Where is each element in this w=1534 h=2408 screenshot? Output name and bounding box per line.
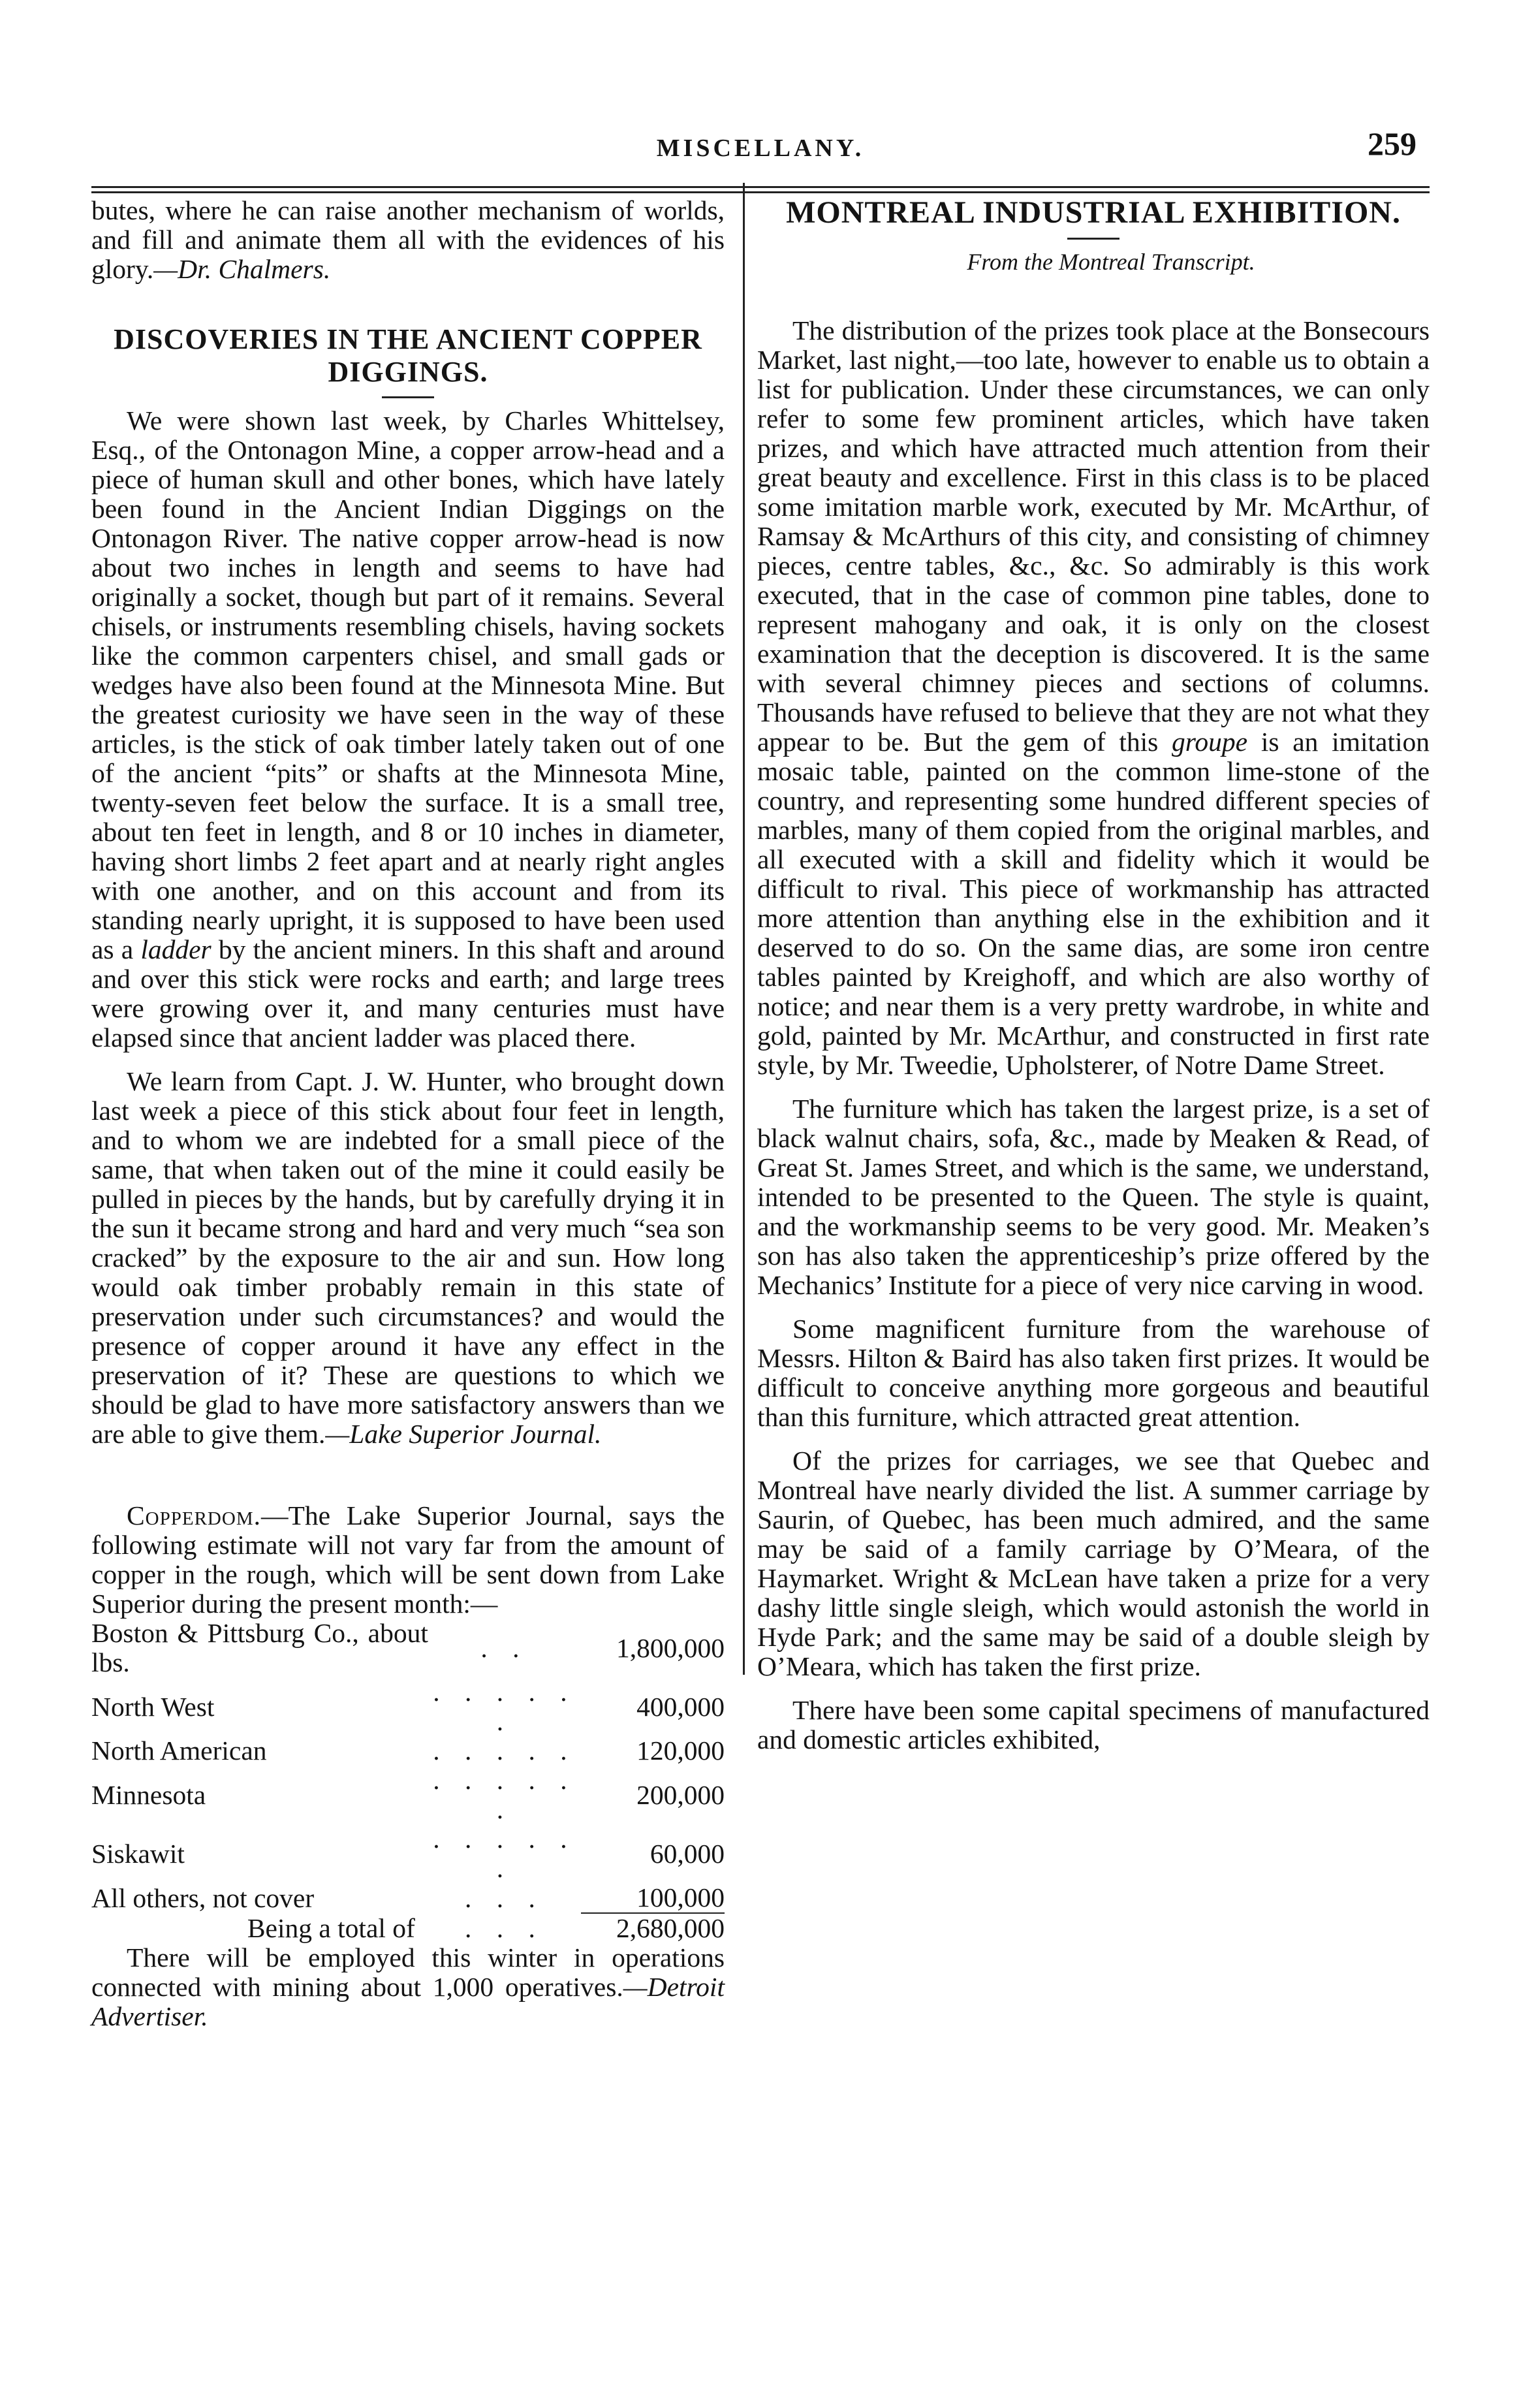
- article-attribution: —Detroit Advertiser.: [91, 1972, 725, 2031]
- article-title-montreal: MONTREAL INDUSTRIAL EXHIBITION.: [786, 195, 1401, 230]
- article-paragraph: Some magnificent furniture from the warehouse of Messrs. Hilton & Baird has also taken first prizes. It would be difficult to conceive anything more gorgeous and beautiful than this furniture, which attracted great attention.: [757, 1314, 1430, 1432]
- column-divider: [743, 183, 745, 1675]
- table-row: Siskawit . . . . . . 60,000: [91, 1824, 725, 1883]
- article-paragraph: We learn from Capt. J. W. Hunter, who brought down last week a piece of this stick about four feet in length, and to whom we are indebted for a small piece of the same, that when taken out of the mine it could easily be pulled in pieces by the hands, but by carefully drying it in the sun it became strong and hard and very much “sea son cracked” by the exposure to the air and sun. How long would oak timber probably remain in this state of preservation under such circumstances? and would the presence of copper around it have any effect in the preservation of it? These are questions to which we should be glad to have more satisfactory answers than we are able to give them.—Lake Superior Journal.: [91, 1066, 725, 1449]
- copper-estimate-table: [91, 1619, 725, 1943]
- article-title-discoveries: DISCOVERIES IN THE ANCIENT COPPER DIGGINGS.: [114, 323, 702, 388]
- article-source: From the Montreal Transcript.: [967, 249, 1255, 275]
- continuation-attribution: —Dr. Chalmers.: [153, 254, 331, 284]
- table-row: Minnesota . . . . . . 200,000: [91, 1765, 725, 1824]
- page-number: 259: [1368, 125, 1417, 162]
- table-row: North American . . . . . 120,000: [91, 1735, 725, 1766]
- article-paragraph: Of the prizes for carriages, we see that Quebec and Montreal have nearly divided the list. A summer carriage by Saurin, of Quebec, has been much admired, and the same may be said of a family carriage by O’Meara, of the Haymarket. Wright & McLean have taken a prize for a very dashy little single sleigh, which would astonish the world in Hyde Park; and the same may be said of a double sleigh by O’Meara, which has taken the first prize.: [757, 1446, 1430, 1681]
- total-row: Being a total of . . . 2,680,000: [247, 1912, 725, 1943]
- header-rule-bottom: [91, 191, 1430, 193]
- copperdom-paragraph: Copperdom.—The Lake Superior Journal, says the following estimate will not vary far from the amount of copper in the rough, which will be sent down from Lake Superior during the present month:—: [91, 1500, 725, 1619]
- title-rule: [1067, 238, 1119, 240]
- running-title: MISCELLANY.: [656, 135, 865, 162]
- title-rule: [382, 396, 434, 398]
- table-row: Boston & Pittsburg Co., about lbs. . . 1,800,000: [91, 1618, 725, 1677]
- copperdom-lead: Copperdom.: [127, 1500, 261, 1530]
- table-row: All others, not cover . . . 100,000: [91, 1882, 725, 1913]
- article-paragraph: We were shown last week, by Charles Whittelsey, Esq., of the Ontonagon Mine, a copper arrow-head and a piece of human skull and other bones, which have lately been found in the Ancient Indian Diggings on the Ontonagon River. The native copper arrow-head is now about two inches in length and seems to have had originally a socket, though but part of it remains. Several chisels, or instruments resembling chisels, having sockets like the common carpenters chisel, and small gads or wedges have also been found at the Minnesota Mine. But the greatest curiosity we have seen in the way of these articles, is the stick of oak timber lately taken out of one of the ancient “pits” or shafts at the Minnesota Mine, twenty-seven feet below the surface. It is a small tree, about ten feet in length, and 8 or 10 inches in diameter, having short limbs 2 feet apart and at nearly right angles with one another, and on this account and from its standing nearly upright, it is supposed to have been used as a ladder by the ancient miners. In this shaft and around and over this stick were rocks and earth; and large trees were growing over it, and many centuries must have elapsed since that ancient ladder was placed there.: [91, 405, 725, 1053]
- article-paragraph: The distribution of the prizes took place at the Bonsecours Market, last night,—too late, however to enable us to obtain a list for publication. Under these circumstances, we can only refer to some few prominent articles, which have taken prizes, and which have attracted much attention from their great beauty and excellence. First in this class is to be placed some imitation marble work, executed by Mr. McArthur, of Ramsay & McArthurs of this city, and consisting of chimney pieces, centre tables, &c., &c. So admirably is this work executed, that in the case of common pine tables, done to represent mahogany and oak, it is only on the closest examination that the deception is discovered. It is the same with several chimney pieces and sections of columns. Thousands have refused to believe that they are not what they appear to be. But the gem of this groupe is an imitation mosaic table, painted on the common lime-stone of the country, and representing some hundred different species of marbles, many of them copied from the original marbles, and all executed with a skill and fidelity which it would be difficult to rival. This piece of workmanship has attracted more attention than anything else in the exhibition and it deserved to do so. On the same dias, are some iron centre tables painted by Kreighoff, and which are also worthy of notice; and near them is a very pretty wardrobe, in white and gold, painted by Mr. McArthur, and constructed in first rate style, by Mr. Tweedie, Upholsterer, of Notre Dame Street.: [757, 315, 1430, 1080]
- table-row: North West . . . . . . 400,000: [91, 1677, 725, 1736]
- page-header: [91, 125, 1430, 173]
- right-column: [757, 196, 1430, 1754]
- continuation-paragraph: butes, where he can raise another mechanism of worlds, and fill and animate them all with the evidences of his glory.—Dr. Chalmers.: [91, 195, 725, 284]
- header-rule-top: [91, 186, 1430, 188]
- article-paragraph: There have been some capital specimens of manufactured and domestic articles exhibited,: [757, 1695, 1430, 1754]
- article-paragraph: There will be employed this winter in operations connected with mining about 1,000 operatives.—Detroit Advertiser.: [91, 1942, 725, 2031]
- article-attribution: —Lake Superior Journal.: [325, 1419, 602, 1449]
- article-paragraph: The furniture which has taken the largest prize, is a set of black walnut chairs, sofa, &c., made by Meaken & Read, of Great St. James Street, and which is the same, we understand, intended to be presented to the Queen. The style is quaint, and the workmanship seems to be very good. Mr. Meaken’s son has also taken the apprenticeship’s prize offered by the Mechanics’ Institute for a piece of very nice carving in wood.: [757, 1094, 1430, 1300]
- left-column: [91, 196, 725, 2031]
